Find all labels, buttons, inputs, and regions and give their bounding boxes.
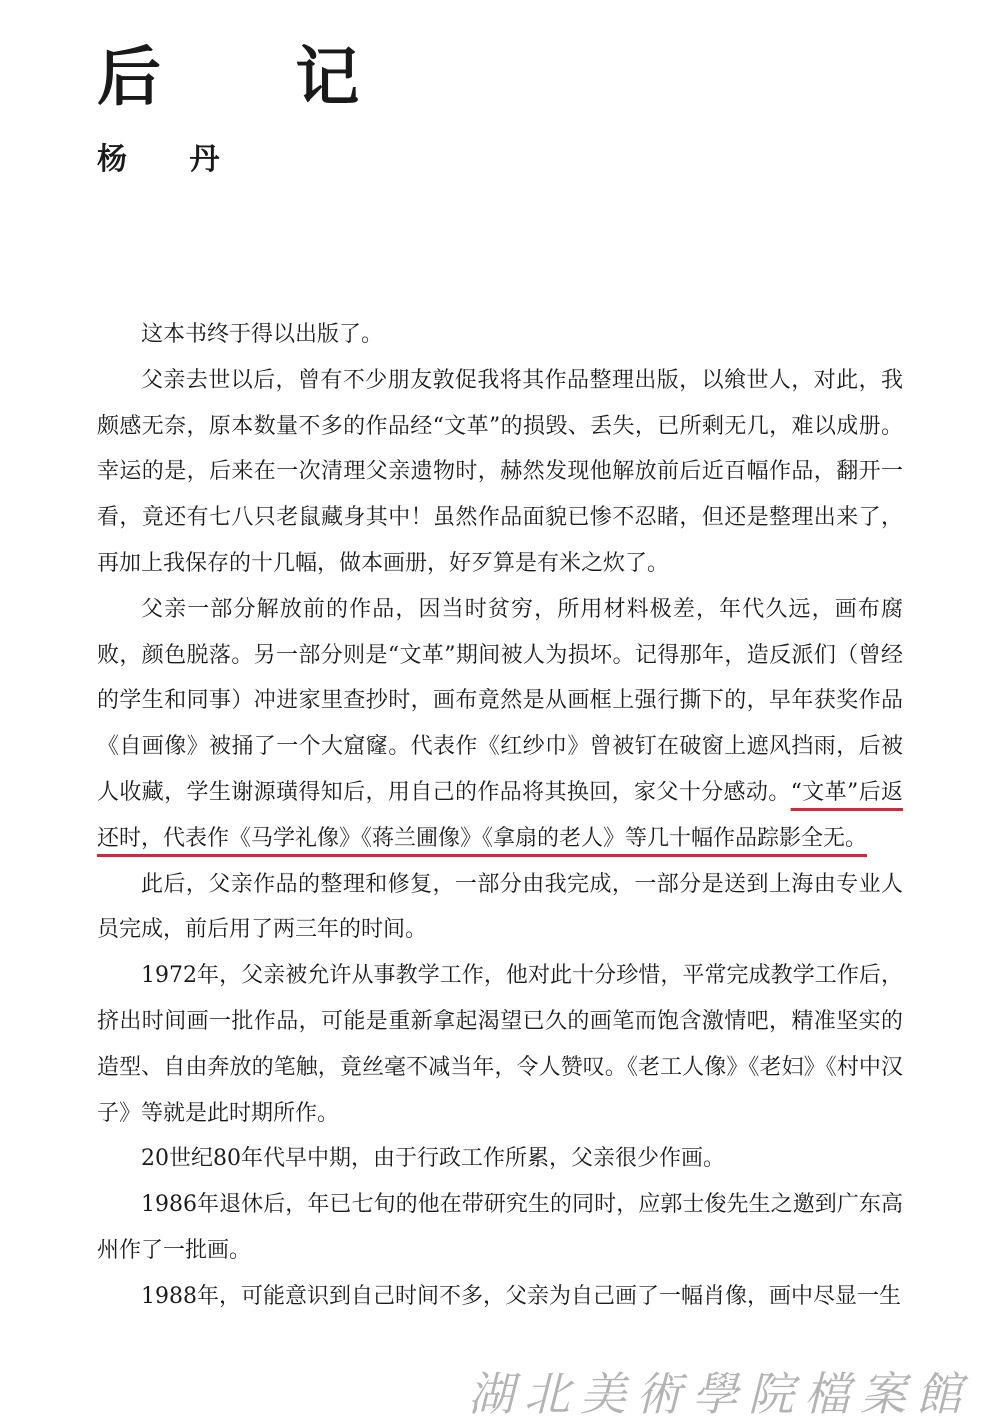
author-name: 杨 丹: [97, 142, 246, 177]
underlined-passage: “文革”后返还时，代表作《马学礼像》《蒋兰圃像》《拿扇的老人》等几十幅作品踪影全无。: [97, 779, 903, 851]
paragraph-8: 1988年，可能意识到自己时间不多，父亲为自己画了一幅肖像，画中尽显一生: [141, 1283, 901, 1309]
page-title: 后 记: [97, 41, 416, 115]
paragraph-2: 父亲去世以后，曾有不少朋友敦促我将其作品整理出版，以飨世人，对此，我颇感无奈，原本数量不多的作品经“文革”的损毁、丢失，已所剩无几，难以成册。幸运的是，后来在一次清理父亲遗物时，赫然发现他解放前后近百幅作品，翻开一看，竟还有七八只老鼠藏身其中！虽然作品面貌已惨不忍睹，但还是整理出来了，再加上我保存的十几幅，做本画册，好歹算是有米之炊了。: [97, 367, 903, 576]
paragraph-5: 1972年，父亲被允许从事教学工作，他对此十分珍惜，平常完成教学工作后，挤出时间画一批作品，可能是重新拿起渴望已久的画笔而饱含激情吧，精准坚实的造型、自由奔放的笔触，竟丝毫不减当年，令人赞叹。《老工人像》《老妇》《村中汉子》等就是此时期所作。: [97, 963, 903, 1126]
paragraph-6: 20世纪80年代早中期，由于行政工作所累，父亲很少作画。: [141, 1146, 725, 1172]
paragraph-7: 1986年退休后，年已七旬的他在带研究生的同时，应郭士俊先生之邀到广东高州作了一批画。: [97, 1192, 903, 1263]
paragraph-3-text: 父亲一部分解放前的作品，因当时贫穷，所用材料极差，年代久远，画布腐败，颜色脱落。另一部分则是“文革”期间被人为损坏。记得那年，造反派们（曾经的学生和同事）冲进家里查抄时，画布竟然是从画框上强行撕下的，早年获奖作品《自画像》被捅了一个大窟窿。代表作《红纱巾》曾被钉在破窗上遮风挡雨，后被人收藏，学生谢源璜得知后，用自己的作品将其换回，家父十分感动。: [97, 596, 903, 805]
paragraph-4: 此后，父亲作品的整理和修复，一部分由我完成，一部分是送到上海由专业人员完成，前后用了两三年的时间。: [97, 871, 903, 943]
archive-watermark: 湖北美術學院檔案館: [468, 1367, 972, 1421]
paragraph-1: 这本书终于得以出版了。: [141, 322, 384, 347]
paragraph-3: [97, 587, 903, 862]
body-text: [97, 312, 903, 1320]
